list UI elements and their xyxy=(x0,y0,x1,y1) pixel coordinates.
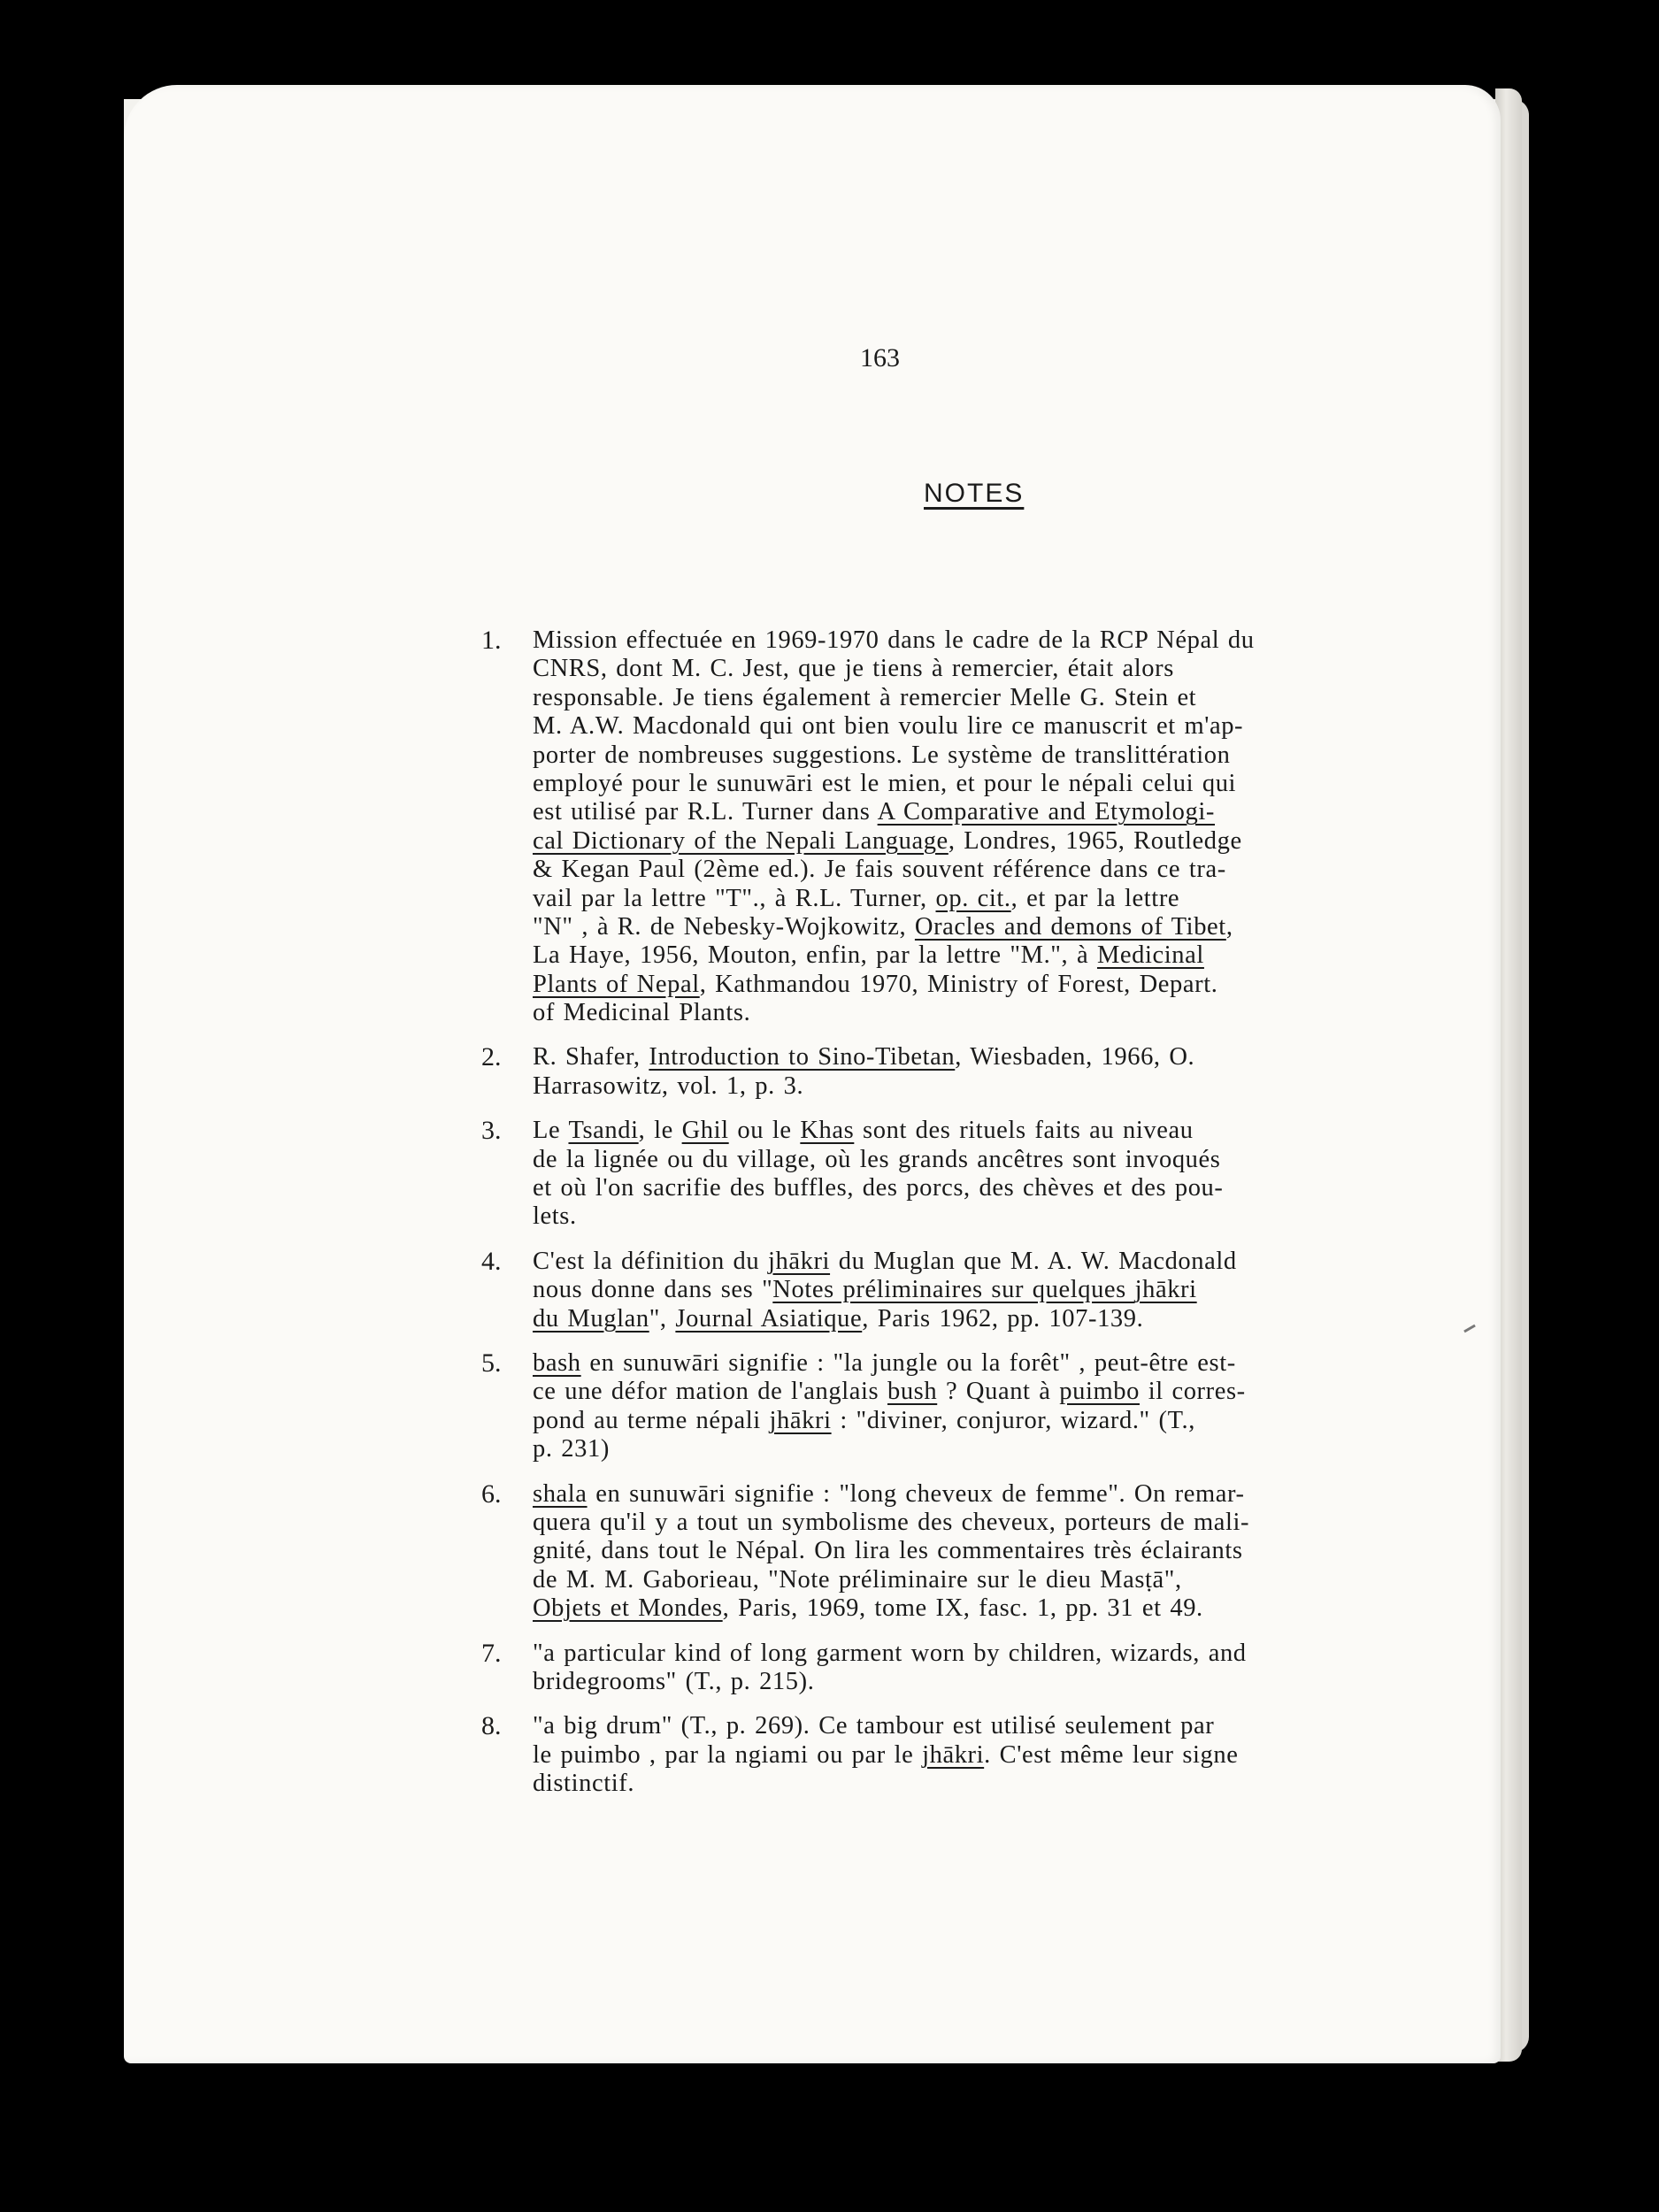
note-text: Le xyxy=(533,1117,569,1145)
note-text: est utilisé par R.L. Turner dans xyxy=(533,798,878,826)
note-line xyxy=(533,1276,1501,1304)
note-text: de M. M. Gaborieau, "Note préliminaire sur le dieu Masṭā", xyxy=(533,1565,1182,1594)
underlined-title-text: Notes préliminaires sur quelques xyxy=(772,1276,1135,1304)
underlined-title-text: Ghil xyxy=(681,1117,729,1145)
note-item xyxy=(481,626,1501,1027)
underlined-title-text: shala xyxy=(533,1479,588,1508)
notes-list xyxy=(481,626,1501,1814)
note-text: porter de nombreuses suggestions. Le système de translittération xyxy=(533,741,1231,769)
underlined-title-text: Tsandi xyxy=(568,1117,639,1145)
underlined-title-text: Oracles and demons of Tibet xyxy=(914,912,1226,941)
note-number: 5. xyxy=(481,1348,502,1378)
note-line xyxy=(533,941,1501,970)
note-item xyxy=(481,1248,1501,1333)
note-text: , Londres, 1965, Routledge xyxy=(948,826,1242,855)
note-text: et où l'on sacrifie des buffles, des porcs, des chèves et des pou- xyxy=(533,1174,1224,1202)
underlined-title-text: A Comparative and Etymologi- xyxy=(877,798,1215,826)
note-line xyxy=(533,856,1501,884)
note-text: , xyxy=(1225,912,1233,941)
note-line xyxy=(533,1378,1501,1406)
note-line xyxy=(533,798,1501,826)
note-line xyxy=(533,1407,1501,1435)
note-line xyxy=(533,1668,1501,1696)
note-line xyxy=(533,770,1501,798)
underlined-title-text: Introduction to Sino-Tibetan xyxy=(649,1043,956,1071)
note-text: Harrasowitz, vol. 1, p. 3. xyxy=(533,1071,804,1100)
note-line xyxy=(533,1770,1501,1798)
note-text: p. 231) xyxy=(533,1435,610,1463)
note-text: La Haye, 1956, Mouton, enfin, par la lettre "M.", à xyxy=(533,941,1097,970)
note-number: 3. xyxy=(481,1116,502,1146)
underlined-title-text: jhākri xyxy=(922,1740,985,1769)
document-page xyxy=(124,85,1501,2063)
underlined-title-text: cal Dictionary of the Nepali Language xyxy=(533,826,949,855)
note-text: CNRS, dont M. C. Jest, que je tiens à remercier, était alors xyxy=(533,655,1174,683)
note-text: quera qu'il y a tout un symbolisme des cheveux, porteurs de mali- xyxy=(533,1508,1250,1536)
notes-heading: NOTES xyxy=(924,479,1025,508)
note-line xyxy=(533,1174,1501,1202)
note-text: distinctif. xyxy=(533,1770,635,1798)
note-text: , le xyxy=(638,1117,682,1145)
underlined-title-text: Journal Asiatique xyxy=(675,1304,863,1333)
page-number: 163 xyxy=(860,343,900,373)
note-text: le puimbo , par la ngiami ou par le xyxy=(533,1740,923,1769)
note-text: nous donne dans ses " xyxy=(533,1276,773,1304)
note-text: ", xyxy=(649,1304,676,1333)
note-item xyxy=(481,1349,1501,1464)
note-line xyxy=(533,1305,1501,1333)
note-text: , Paris 1962, pp. 107-139. xyxy=(862,1304,1144,1333)
note-line xyxy=(533,827,1501,856)
note-line xyxy=(533,1537,1501,1565)
underlined-title-text: bush xyxy=(887,1378,938,1406)
note-line xyxy=(533,913,1501,941)
note-line xyxy=(533,712,1501,741)
note-text: , et par la lettre xyxy=(1010,884,1180,912)
underlined-title-text: Objets et Mondes xyxy=(533,1594,723,1623)
note-line xyxy=(533,1594,1501,1623)
note-item xyxy=(481,1480,1501,1624)
note-line xyxy=(533,626,1501,655)
note-line xyxy=(533,971,1501,999)
note-item xyxy=(481,1117,1501,1232)
note-line xyxy=(533,684,1501,712)
note-text: ce une défor mation de l'anglais xyxy=(533,1378,887,1406)
note-text: R. Shafer, xyxy=(533,1043,649,1071)
note-line xyxy=(533,1480,1501,1509)
note-line xyxy=(533,1043,1501,1071)
note-text: "a particular kind of long garment worn by children, wizards, and xyxy=(533,1639,1247,1667)
note-line xyxy=(533,655,1501,683)
note-text: pond au terme népali xyxy=(533,1406,770,1434)
underlined-title-text: Plants of Nepal xyxy=(533,970,700,998)
note-text: . C'est même leur signe xyxy=(984,1740,1239,1769)
note-text: en sunuwāri signifie : "la jungle ou la forêt" , peut-être est- xyxy=(580,1348,1236,1377)
note-line xyxy=(533,741,1501,770)
note-text: "a big drum" (T., p. 269). Ce tambour est utilisé seulement par xyxy=(533,1712,1215,1740)
underlined-title-text: op. cit. xyxy=(935,884,1011,912)
underlined-title-text: Khas xyxy=(800,1117,855,1145)
note-line xyxy=(533,999,1501,1027)
underlined-title-text: bash xyxy=(533,1348,581,1377)
note-number: 7. xyxy=(481,1638,502,1668)
note-text: il corres- xyxy=(1139,1378,1246,1406)
note-text: : "diviner, conjuror, wizard." (T., xyxy=(831,1406,1195,1434)
note-text: gnité, dans tout le Népal. On lira les commentaires très éclairants xyxy=(533,1537,1243,1565)
note-text: Mission effectuée en 1969-1970 dans le cadre de la RCP Népal du xyxy=(533,626,1255,654)
note-line xyxy=(533,1741,1501,1770)
note-line xyxy=(533,1117,1501,1145)
note-item xyxy=(481,1640,1501,1697)
note-number: 8. xyxy=(481,1711,502,1741)
note-line xyxy=(533,1712,1501,1740)
underlined-title-text: jhākri xyxy=(1134,1276,1197,1304)
note-text: sont des rituels faits au niveau xyxy=(854,1117,1194,1145)
note-line xyxy=(533,1202,1501,1231)
note-line xyxy=(533,1248,1501,1276)
note-text: responsable. Je tiens également à remercier Melle G. Stein et xyxy=(533,683,1197,711)
underlined-title-text: jhākri xyxy=(769,1406,832,1434)
note-number: 4. xyxy=(481,1246,502,1276)
underlined-title-text: puimbo xyxy=(1059,1378,1140,1406)
note-text: de la lignée ou du village, où les grands ancêtres sont invoqués xyxy=(533,1145,1221,1173)
note-text: bridegrooms" (T., p. 215). xyxy=(533,1667,815,1695)
note-line xyxy=(533,1072,1501,1101)
note-text: , Paris, 1969, tome IX, fasc. 1, pp. 31 et 49. xyxy=(722,1594,1203,1623)
note-text: ou le xyxy=(728,1117,801,1145)
note-text: vail par la lettre "T"., à R.L. Turner, xyxy=(533,884,936,912)
note-text: , Wiesbaden, 1966, O. xyxy=(955,1043,1195,1071)
note-text: ? Quant à xyxy=(937,1378,1060,1406)
note-line xyxy=(533,1509,1501,1537)
note-text: M. A.W. Macdonald qui ont bien voulu lire ce manuscrit et m'ap- xyxy=(533,712,1244,741)
note-text: C'est la définition du xyxy=(533,1247,768,1275)
note-item xyxy=(481,1043,1501,1101)
note-line xyxy=(533,1640,1501,1668)
note-text: & Kegan Paul (2ème ed.). Je fais souvent référence dans ce tra- xyxy=(533,856,1226,884)
note-text: of Medicinal Plants. xyxy=(533,999,751,1027)
note-number: 1. xyxy=(481,626,502,655)
note-text: , Kathmandou 1970, Ministry of Forest, Depart. xyxy=(699,970,1218,998)
note-text: du Muglan que M. A. W. Macdonald xyxy=(830,1247,1237,1275)
underlined-title-text: Medicinal xyxy=(1096,941,1204,970)
note-line xyxy=(533,1349,1501,1378)
note-text: employé pour le sunuwāri est le mien, et pour le népali celui qui xyxy=(533,769,1237,797)
underlined-title-text: jhākri xyxy=(767,1247,831,1275)
underlined-title-text: du Muglan xyxy=(533,1304,649,1333)
note-item xyxy=(481,1712,1501,1798)
note-line xyxy=(533,1566,1501,1594)
note-number: 2. xyxy=(481,1042,502,1072)
note-text: lets. xyxy=(533,1202,577,1231)
note-text: "N" , à R. de Nebesky-Wojkowitz, xyxy=(533,912,915,941)
note-line xyxy=(533,1146,1501,1174)
note-line xyxy=(533,1435,1501,1463)
note-line xyxy=(533,885,1501,913)
note-number: 6. xyxy=(481,1479,502,1509)
note-text: en sunuwāri signifie : "long cheveux de femme". On remar- xyxy=(587,1479,1245,1508)
